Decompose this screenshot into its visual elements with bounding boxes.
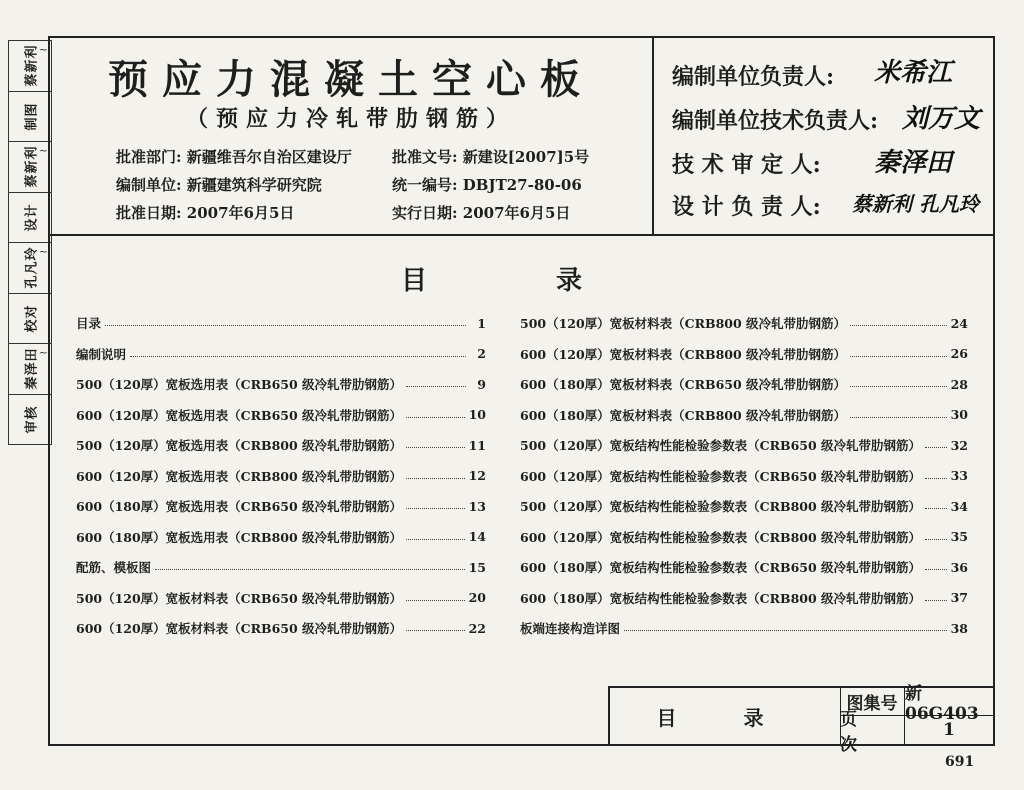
implement-date-value: 2007年6月5日 bbox=[462, 204, 571, 222]
strip-label: 蔡新利 bbox=[24, 145, 40, 188]
strip-cell bbox=[9, 344, 51, 395]
approval-date bbox=[116, 202, 294, 223]
title-block-name: 目 录 bbox=[610, 688, 841, 744]
toc-left-column bbox=[76, 308, 486, 644]
toc-entry-page: 24 bbox=[950, 315, 968, 331]
approval-date-value: 2007年6月5日 bbox=[186, 204, 295, 222]
toc-leader-dots bbox=[925, 477, 947, 479]
toc-entry-page: 13 bbox=[468, 498, 486, 514]
page-no: 1 bbox=[943, 720, 955, 740]
resp-row-design-head bbox=[672, 190, 821, 221]
toc-entry-page: 9 bbox=[477, 376, 486, 392]
unified-no-value: DBJT27-80-06 bbox=[462, 176, 582, 194]
toc-entry-label: 600（180厚）宽板材料表（CRB800 级冷轧带肋钢筋） bbox=[520, 407, 847, 423]
toc-entry[interactable] bbox=[520, 308, 968, 339]
toc-entry[interactable] bbox=[520, 552, 968, 583]
signature: 米希江 bbox=[874, 58, 953, 88]
toc-entry[interactable] bbox=[76, 461, 486, 492]
resp-label: 设 计 负 责 人: bbox=[672, 194, 821, 220]
toc-entry-label: 600（120厚）宽板选用表（CRB650 级冷轧带肋钢筋） bbox=[76, 407, 403, 423]
toc-leader-dots bbox=[624, 629, 947, 631]
toc-entry-page: 32 bbox=[950, 437, 968, 453]
main-title: 预应力混凝土空心板 bbox=[108, 57, 594, 103]
toc-entry-label: 600（180厚）宽板选用表（CRB650 级冷轧带肋钢筋） bbox=[76, 499, 403, 515]
toc-entry-label: 500（120厚）宽板材料表（CRB650 级冷轧带肋钢筋） bbox=[76, 590, 403, 606]
toc-entry-page: 1 bbox=[477, 315, 486, 331]
toc-entry-page: 15 bbox=[468, 559, 486, 575]
toc-entry-label: 500（120厚）宽板材料表（CRB800 级冷轧带肋钢筋） bbox=[520, 316, 847, 332]
toc-entry-label: 配筋、模板图 bbox=[76, 560, 152, 576]
toc-leader-dots bbox=[406, 507, 465, 509]
toc-entry[interactable] bbox=[76, 339, 486, 370]
toc-entry[interactable] bbox=[520, 522, 968, 553]
toc-leader-dots bbox=[406, 538, 465, 540]
signature: 刘万文 bbox=[902, 104, 981, 134]
toc-entry[interactable] bbox=[76, 400, 486, 431]
strip-label: 校对 bbox=[24, 304, 40, 333]
sub-title: （预应力冷轧带肋钢筋） bbox=[185, 106, 516, 132]
strip-cell bbox=[9, 193, 51, 244]
toc-leader-dots bbox=[850, 416, 947, 418]
toc-entry-page: 35 bbox=[950, 529, 968, 545]
toc-entry-page: 12 bbox=[468, 468, 486, 484]
toc-entry-page: 36 bbox=[950, 559, 968, 575]
toc-entry-page: 37 bbox=[950, 590, 968, 606]
approval-date-label: 批准日期: bbox=[116, 204, 182, 222]
compiler-value: 新疆建筑科学研究院 bbox=[186, 176, 322, 194]
toc-entry-page: 34 bbox=[950, 498, 968, 514]
toc-entry-page: 28 bbox=[950, 376, 968, 392]
strip-cell bbox=[9, 294, 51, 345]
toc-entry[interactable] bbox=[520, 369, 968, 400]
toc-leader-dots bbox=[105, 324, 466, 326]
toc-entry-label: 600（180厚）宽板材料表（CRB650 级冷轧带肋钢筋） bbox=[520, 377, 847, 393]
toc-entry[interactable] bbox=[520, 400, 968, 431]
toc-leader-dots bbox=[850, 324, 947, 326]
strip-label: 制图 bbox=[24, 102, 40, 131]
toc-entry-label: 600（120厚）宽板结构性能检验参数表（CRB800 级冷轧带肋钢筋） bbox=[520, 529, 922, 545]
toc-entry[interactable] bbox=[76, 491, 486, 522]
implement-date bbox=[392, 202, 570, 223]
drawing-frame bbox=[48, 36, 995, 755]
toc-entry-page: 26 bbox=[950, 346, 968, 362]
strip-label: 蔡新利 bbox=[24, 44, 40, 87]
strip-label: 秦泽田 bbox=[24, 347, 40, 390]
strip-label: 孔凡玲 bbox=[24, 246, 40, 289]
compiler-label: 编制单位: bbox=[116, 176, 182, 194]
strip-cell bbox=[9, 395, 51, 445]
title-block bbox=[608, 684, 993, 755]
toc-leader-dots bbox=[406, 385, 466, 387]
toc-entry-label: 600（120厚）宽板选用表（CRB800 级冷轧带肋钢筋） bbox=[76, 468, 403, 484]
toc-entry-page: 11 bbox=[468, 437, 486, 453]
signature: 蔡新利 孔凡玲 bbox=[852, 192, 979, 216]
signature-strip bbox=[8, 40, 52, 445]
strip-cell bbox=[9, 142, 51, 193]
toc-right-column bbox=[520, 308, 968, 644]
toc-entry-label: 500（120厚）宽板结构性能检验参数表（CRB650 级冷轧带肋钢筋） bbox=[520, 438, 922, 454]
toc-entry-label: 600（180厚）宽板结构性能检验参数表（CRB800 级冷轧带肋钢筋） bbox=[520, 590, 922, 606]
toc-entry-label: 500（120厚）宽板选用表（CRB650 级冷轧带肋钢筋） bbox=[76, 377, 403, 393]
toc-title: 目 录 bbox=[400, 266, 643, 296]
toc-entry-page: 20 bbox=[468, 590, 486, 606]
toc-entry-label: 600（120厚）宽板结构性能检验参数表（CRB650 级冷轧带肋钢筋） bbox=[520, 468, 922, 484]
toc-leader-dots bbox=[925, 446, 947, 448]
toc-entry[interactable] bbox=[520, 339, 968, 370]
toc-leader-dots bbox=[850, 385, 947, 387]
toc-entry-label: 编制说明 bbox=[76, 346, 127, 362]
toc-entry[interactable] bbox=[520, 491, 968, 522]
toc-entry-label: 目录 bbox=[76, 316, 102, 332]
resp-row-compiler-head bbox=[672, 60, 834, 91]
toc-leader-dots bbox=[406, 477, 465, 479]
toc-leader-dots bbox=[406, 599, 465, 601]
strip-signature-mark: ~ bbox=[38, 43, 48, 56]
header-title-area bbox=[50, 38, 654, 234]
toc-entry[interactable] bbox=[76, 613, 486, 644]
resp-row-tech-head bbox=[672, 104, 878, 135]
toc-entry[interactable] bbox=[520, 613, 968, 644]
toc-leader-dots bbox=[406, 629, 465, 631]
strip-label: 设计 bbox=[24, 203, 40, 232]
resp-label: 编制单位负责人: bbox=[672, 64, 835, 90]
toc-entry-page: 10 bbox=[468, 407, 486, 423]
toc-leader-dots bbox=[925, 599, 947, 601]
toc-entry[interactable] bbox=[520, 583, 968, 614]
toc-entry[interactable] bbox=[520, 461, 968, 492]
toc-entry-page: 38 bbox=[950, 620, 968, 636]
strip-cell bbox=[9, 92, 51, 143]
toc-entry[interactable] bbox=[76, 552, 486, 583]
toc-entry[interactable] bbox=[76, 583, 486, 614]
strip-signature-mark: ~ bbox=[38, 144, 48, 157]
approval-doc-value: 新建设[2007]5号 bbox=[462, 148, 590, 166]
page-label: 页 次 bbox=[840, 716, 905, 744]
toc-entry-label: 600（120厚）宽板材料表（CRB650 级冷轧带肋钢筋） bbox=[76, 621, 403, 637]
approval-dept-label: 批准部门: bbox=[116, 148, 182, 166]
toc-entry-label: 600（120厚）宽板材料表（CRB800 级冷轧带肋钢筋） bbox=[520, 346, 847, 362]
toc-entry-label: 500（120厚）宽板选用表（CRB800 级冷轧带肋钢筋） bbox=[76, 438, 403, 454]
strip-cell bbox=[9, 243, 51, 294]
toc-leader-dots bbox=[850, 355, 947, 357]
approval-doc-label: 批准文号: bbox=[392, 148, 458, 166]
toc-entry[interactable] bbox=[76, 369, 486, 400]
toc-entry-label: 500（120厚）宽板结构性能检验参数表（CRB800 级冷轧带肋钢筋） bbox=[520, 499, 922, 515]
unified-no bbox=[392, 174, 582, 195]
unified-no-label: 统一编号: bbox=[392, 176, 458, 194]
compiler bbox=[116, 174, 322, 195]
strip-label: 审核 bbox=[24, 405, 40, 434]
toc-entry-page: 33 bbox=[950, 468, 968, 484]
responsibility-area bbox=[652, 38, 993, 234]
toc-leader-dots bbox=[406, 416, 465, 418]
toc-entry-page: 2 bbox=[477, 346, 486, 362]
toc-entry-label: 600（180厚）宽板结构性能检验参数表（CRB650 级冷轧带肋钢筋） bbox=[520, 560, 922, 576]
strip-signature-mark: ~ bbox=[38, 245, 48, 258]
toc-entry-page: 30 bbox=[950, 407, 968, 423]
toc-entry[interactable] bbox=[520, 430, 968, 461]
toc-leader-dots bbox=[925, 538, 947, 540]
header-block bbox=[50, 38, 993, 236]
toc-entry[interactable] bbox=[76, 522, 486, 553]
signature: 秦泽田 bbox=[874, 148, 953, 178]
approval-doc bbox=[392, 146, 589, 167]
toc-entry[interactable] bbox=[76, 430, 486, 461]
implement-date-label: 实行日期: bbox=[392, 204, 458, 222]
strip-signature-mark: ~ bbox=[38, 346, 48, 359]
resp-row-reviewer bbox=[672, 148, 821, 179]
resp-label: 技 术 审 定 人: bbox=[672, 152, 821, 178]
approval-dept bbox=[116, 146, 352, 167]
approval-dept-value: 新疆维吾尔自治区建设厅 bbox=[186, 148, 352, 166]
toc-entry-page: 14 bbox=[468, 529, 486, 545]
toc-leader-dots bbox=[130, 355, 466, 357]
resp-label: 编制单位技术负责人: bbox=[672, 108, 879, 134]
toc-leader-dots bbox=[155, 568, 465, 570]
toc-entry[interactable] bbox=[76, 308, 486, 339]
toc-entry-label: 板端连接构造详图 bbox=[520, 621, 621, 637]
strip-cell bbox=[9, 41, 51, 92]
toc-leader-dots bbox=[925, 507, 947, 509]
sheet-page-number: 691 bbox=[945, 754, 975, 770]
toc-leader-dots bbox=[925, 568, 947, 570]
toc-entry-label: 600（180厚）宽板选用表（CRB800 级冷轧带肋钢筋） bbox=[76, 529, 403, 545]
atlas-label: 图集号 bbox=[840, 688, 905, 716]
atlas-number: 新06G403 bbox=[905, 688, 993, 716]
toc-leader-dots bbox=[406, 446, 465, 448]
toc-entry-page: 22 bbox=[468, 620, 486, 636]
